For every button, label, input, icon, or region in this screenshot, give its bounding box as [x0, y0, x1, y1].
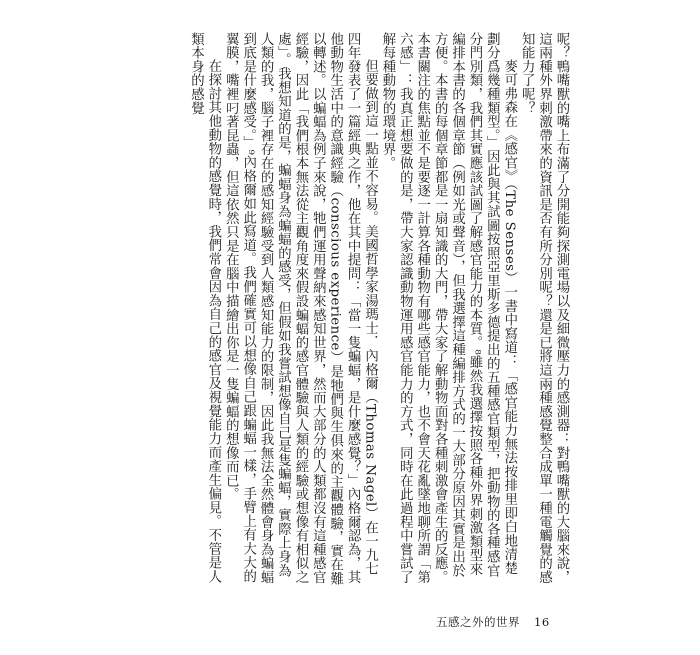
- paragraph-3: 但要做到這一點並不容易。美國哲學家湯瑪士．內格爾（Thomas Nagel）在一九七四年發表了一篇經典之作，他在其中提問：「當一隻蝙蝠，是什麼感覺？」內格爾認為，其他動物生活中的意識經驗（conscious experience）是牠們與生俱來的主觀體驗，實在難以轉述。以蝙蝠為例子來說，牠們運用聲納來感知世界，然而大部分的人類都沒有這種感官經驗，因此「我們根本無法從主觀角度來假設蝙蝠的感官體驗與人類的經驗或想像有相似之處」。我想知道的是，蝙蝠身為蝙蝠的感受，但假如我嘗試想像自己是隻蝙蝠，實際上身為人類的我，腦子裡存在的感知經驗受到人類感知能力的限制，因此我無法全然體會身為蝙蝠到底是什麼感受。」⁹內格爾如此寫道。我們確實可以想像自己跟蝙蝠一樣，手臂上有大大的翼膜，嘴裡叼著昆蟲，但這依然只是在腦中描繪出你是一隻蝙蝠的想像而已。: [223, 32, 378, 586]
- paragraph-1: 呢？鴨嘴獸的嘴上布滿了分開能夠探測電場以及細微壓力的感測器：對鴨嘴獸的大腦來說，這兩種外界刺激帶來的資訊是否有所分別呢？還是已將這兩種感覺整合成單一種電觸覺的感知能力了呢？: [519, 32, 569, 584]
- running-title: 五感之外的世界: [436, 615, 520, 629]
- paragraph-4: 在探討其他動物的感覺時，我們常會因為自己的感官及視覺能力而產生偏見。不管是人類本身的感覺: [188, 32, 221, 584]
- page-footer: [436, 614, 550, 630]
- paragraph-2: 麥可弗森在《感官》（The Senses）一書中寫道：「感官能力無法按排里即白地清楚劃分爲幾種類型。」因此與其試圖按照亞里斯多德提出的五種感官類型，把動物的各種感官分門別類，我們其實應該試圖了解感官能力的本質。⁸雖然我選擇按照各種外界刺激類型來編排本書的各個章節（例如光或聲音），但我選擇這種編排方式的一大部分原因其實是出於方便。本書的每個章節都是一扇知識的大門，帶大家了解動物面對各種刺激會產生的反應。本書關注的焦點並不是要逐一計算各種動物有哪些感官能力，也不會天花亂墜地聊所謂「第六感」：我真正想要做的是，帶大家認識動物運用感官能力的方式，同時在此過程中嘗試了解每種動物的環境界。: [379, 32, 517, 584]
- page-number: 16: [534, 615, 550, 629]
- vertical-text-body: [150, 32, 570, 587]
